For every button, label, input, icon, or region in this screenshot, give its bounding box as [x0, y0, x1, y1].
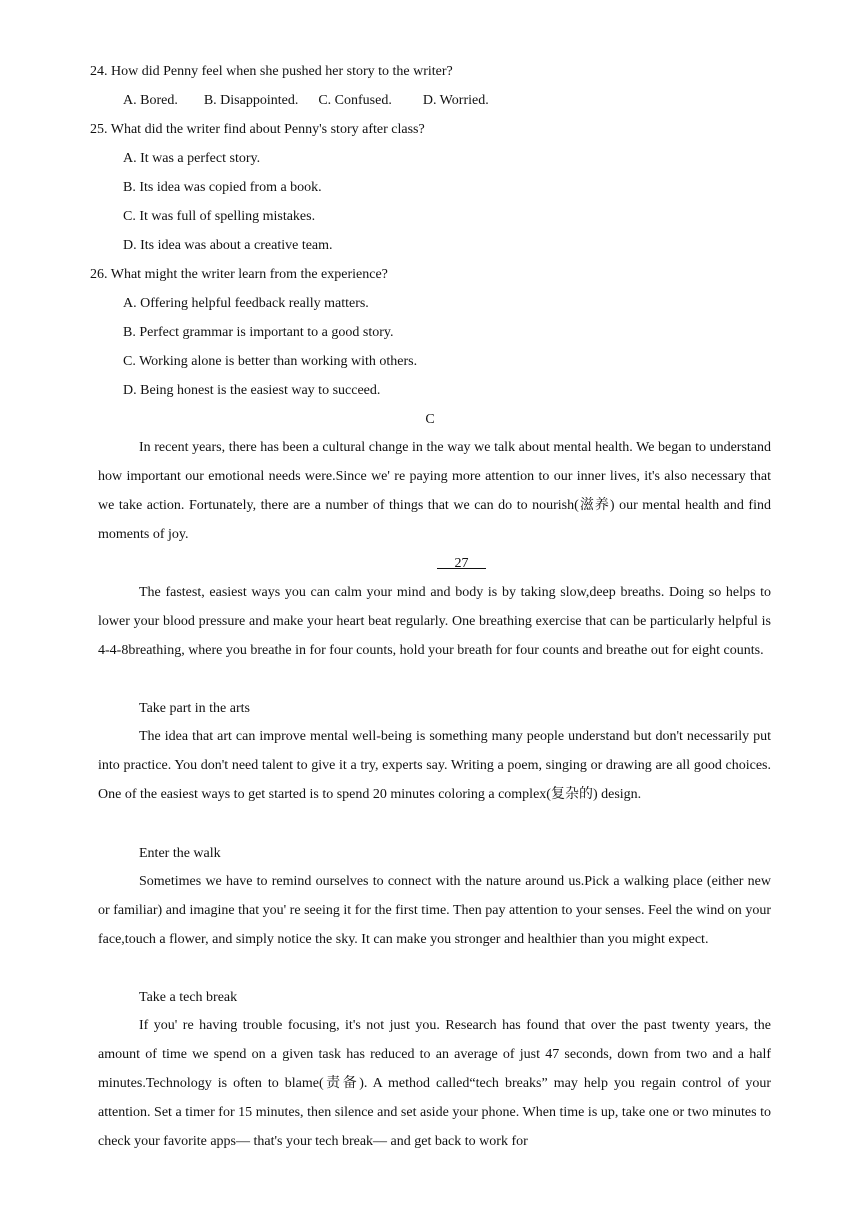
q24-option-b: B. Disappointed.	[203, 93, 299, 108]
q26-option-b: B. Perfect grammar is important to a good story.	[123, 325, 394, 340]
passage-arts-paragraph	[98, 722, 771, 809]
q25-option-b: B. Its idea was copied from a book.	[123, 180, 322, 195]
passage-arts-text: The idea that art can improve mental well-being is something many people understand but don't necessarily put into practice. You don't need talent to give it a try, experts say. Writing a poem, singing or drawing are all good choices. One of the easiest ways to get started is to spend 20 minutes coloring a complex(复杂的) design.	[98, 729, 771, 802]
passage-breathing-text: The fastest, easiest ways you can calm your mind and body is by taking slow,deep breaths. Doing so helps to lower your blood pressure and make your heart beat regularly. One breathing exercise that can be particularly helpful is 4-4-8breathing, where you breathe in for four counts, hold your breath for four counts and breathe out for eight counts.	[98, 585, 771, 658]
question-24-options	[123, 92, 515, 110]
passage-intro-paragraph	[98, 433, 771, 549]
heading-walk: Enter the walk	[139, 846, 221, 861]
q25-option-d: D. Its idea was about a creative team.	[123, 238, 333, 253]
passage-intro-text: In recent years, there has been a cultural change in the way we talk about mental health. We began to understand how important our emotional needs were.Since we' re paying more attention to our inner lives, it's also necessary that we take action. Fortunately, there are a number of things that we can do to nourish(滋养) our mental health and find moments of joy.	[98, 440, 771, 542]
blank-27-underline	[437, 556, 486, 571]
passage-breathing-paragraph	[98, 578, 771, 665]
heading-tech: Take a tech break	[139, 990, 238, 1005]
section-label: C	[425, 412, 435, 427]
question-26-stem: 26. What might the writer learn from the experience?	[90, 267, 388, 282]
q25-option-c: C. It was full of spelling mistakes.	[123, 209, 316, 224]
passage-tech-paragraph	[98, 1011, 771, 1157]
q26-option-a: A. Offering helpful feedback really matters.	[123, 296, 369, 311]
q25-option-a: A. It was a perfect story.	[123, 151, 261, 166]
q26-option-d: D. Being honest is the easiest way to succeed.	[123, 383, 381, 398]
q24-option-d: D. Worried.	[422, 93, 489, 108]
question-25-stem: 25. What did the writer find about Penny's story after class?	[90, 122, 425, 137]
blank-27	[437, 555, 486, 573]
question-24-stem: 24. How did Penny feel when she pushed her story to the writer?	[90, 64, 453, 79]
q26-option-c: C. Working alone is better than working with others.	[123, 354, 418, 369]
heading-arts: Take part in the arts	[139, 701, 250, 716]
q24-option-a: A. Bored.	[123, 93, 178, 108]
passage-tech-text: If you' re having trouble focusing, it's not just you. Research has found that over the past twenty years, the amount of time we spend on a given task has reduced to an average of just 47 seconds, down from two and a half minutes.Technology is often to blame(责备). A method called“tech breaks” may help you regain control of your attention. Set a timer for 15 minutes, then silence and set aside your phone. When time is up, take one or two minutes to check your favorite apps— that's your tech break— and get back to work for	[98, 1018, 771, 1149]
blank-27-number: 27	[454, 556, 469, 571]
q24-option-c: C. Confused.	[318, 93, 392, 108]
passage-walk-paragraph	[98, 867, 771, 954]
passage-walk-text: Sometimes we have to remind ourselves to connect with the nature around us.Pick a walking place (either new or familiar) and imagine that you' re seeing it for the first time. Then pay attention to your senses. Feel the wind on your face,touch a flower, and simply notice the sky. It can make you stronger and healthier than you might expect.	[98, 874, 771, 947]
